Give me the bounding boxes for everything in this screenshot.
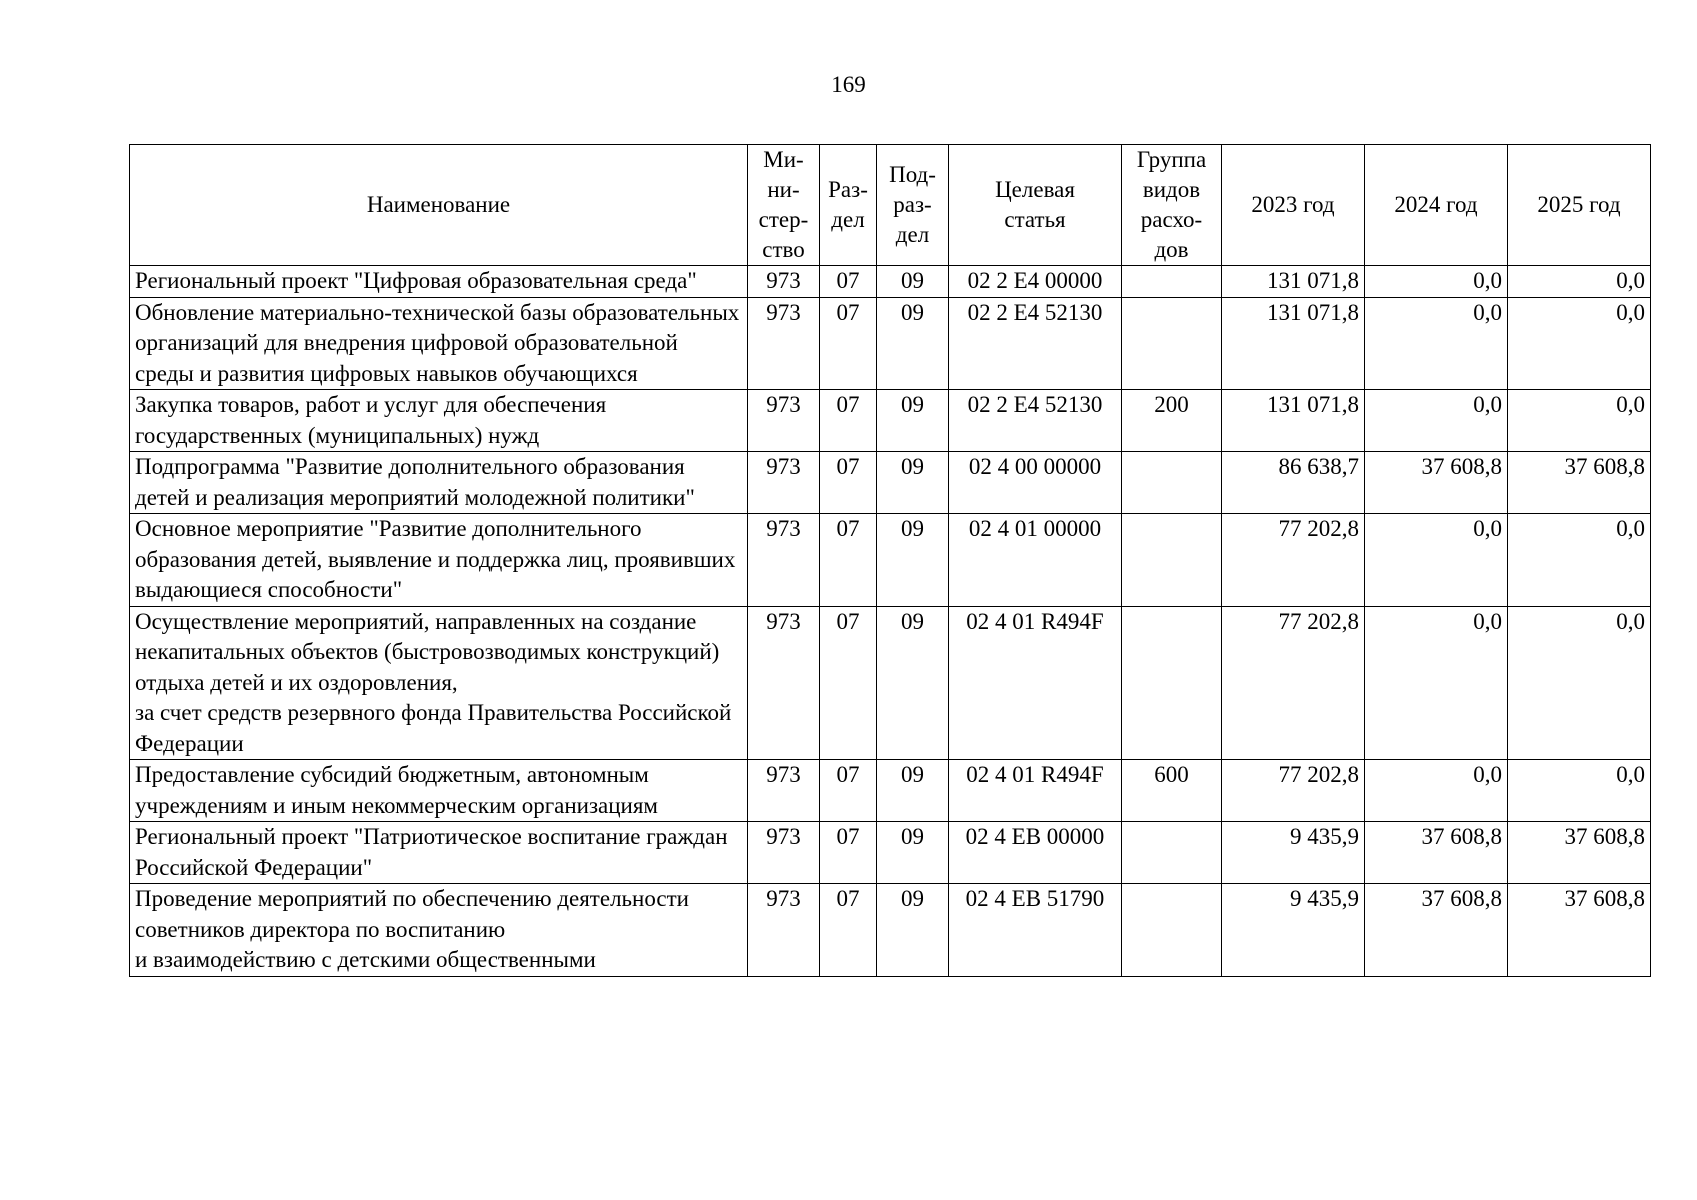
cell-target-article: 02 4 00 00000 (949, 452, 1122, 514)
cell-name: Закупка товаров, работ и услуг для обеспечения государственных (муниципальных) нужд (130, 390, 748, 452)
cell-ministry: 973 (748, 606, 820, 760)
cell-year-2023: 77 202,8 (1222, 514, 1365, 607)
cell-year-2025: 0,0 (1508, 390, 1651, 452)
cell-subsection: 09 (877, 514, 949, 607)
table-row (130, 390, 1651, 452)
header-target-article: Целевая статья (949, 145, 1122, 266)
cell-year-2023: 77 202,8 (1222, 606, 1365, 760)
cell-name: Осуществление мероприятий, направленных на создание некапитальных объектов (быстровозводимых конструкций) отдыха детей и их оздоровления, за счет средств резервного фонда Правительства Российской Федерации (130, 606, 748, 760)
cell-section: 07 (820, 390, 877, 452)
cell-section: 07 (820, 822, 877, 884)
cell-subsection: 09 (877, 297, 949, 390)
cell-year-2024: 37 608,8 (1365, 452, 1508, 514)
cell-name: Проведение мероприятий по обеспечению деятельности советников директора по воспитанию и взаимодействию с детскими общественными (130, 884, 748, 977)
cell-section: 07 (820, 760, 877, 822)
header-subsection: Под- раз- дел (877, 145, 949, 266)
cell-subsection: 09 (877, 760, 949, 822)
cell-year-2025: 0,0 (1508, 606, 1651, 760)
cell-section: 07 (820, 266, 877, 298)
cell-name: Обновление материально-технической базы образовательных организаций для внедрения цифровой образовательной среды и развития цифровых навыков обучающихся (130, 297, 748, 390)
cell-subsection: 09 (877, 606, 949, 760)
cell-year-2023: 131 071,8 (1222, 390, 1365, 452)
header-expense-group: Группа видов расхо- дов (1122, 145, 1222, 266)
table-header-row (130, 145, 1651, 266)
cell-target-article: 02 4 ЕВ 51790 (949, 884, 1122, 977)
cell-name: Предоставление субсидий бюджетным, автономным учреждениям и иным некоммерческим организациям (130, 760, 748, 822)
cell-year-2024: 37 608,8 (1365, 884, 1508, 977)
cell-target-article: 02 4 ЕВ 00000 (949, 822, 1122, 884)
table-row (130, 297, 1651, 390)
cell-ministry: 973 (748, 390, 820, 452)
cell-year-2024: 0,0 (1365, 514, 1508, 607)
cell-subsection: 09 (877, 822, 949, 884)
header-year-2023: 2023 год (1222, 145, 1365, 266)
cell-year-2024: 0,0 (1365, 390, 1508, 452)
table-row (130, 760, 1651, 822)
table-row (130, 884, 1651, 977)
cell-expense-group: 600 (1122, 760, 1222, 822)
cell-year-2025: 0,0 (1508, 297, 1651, 390)
header-year-2024: 2024 год (1365, 145, 1508, 266)
header-ministry: Ми- ни- стер- ство (748, 145, 820, 266)
cell-subsection: 09 (877, 452, 949, 514)
cell-expense-group (1122, 606, 1222, 760)
cell-target-article: 02 2 Е4 52130 (949, 297, 1122, 390)
table-row (130, 606, 1651, 760)
cell-year-2025: 37 608,8 (1508, 822, 1651, 884)
table-body (130, 266, 1651, 977)
cell-year-2024: 37 608,8 (1365, 822, 1508, 884)
cell-year-2023: 77 202,8 (1222, 760, 1365, 822)
table-row (130, 452, 1651, 514)
cell-target-article: 02 4 01 R494F (949, 606, 1122, 760)
table-row (130, 822, 1651, 884)
cell-target-article: 02 4 01 00000 (949, 514, 1122, 607)
cell-subsection: 09 (877, 266, 949, 298)
cell-expense-group (1122, 822, 1222, 884)
cell-name: Региональный проект "Цифровая образовательная среда" (130, 266, 748, 298)
cell-ministry: 973 (748, 514, 820, 607)
cell-expense-group (1122, 452, 1222, 514)
cell-year-2025: 0,0 (1508, 266, 1651, 298)
cell-year-2024: 0,0 (1365, 297, 1508, 390)
cell-ministry: 973 (748, 760, 820, 822)
cell-year-2025: 37 608,8 (1508, 452, 1651, 514)
cell-expense-group (1122, 884, 1222, 977)
cell-year-2024: 0,0 (1365, 760, 1508, 822)
cell-ministry: 973 (748, 822, 820, 884)
cell-year-2023: 131 071,8 (1222, 266, 1365, 298)
cell-section: 07 (820, 514, 877, 607)
cell-name: Подпрограмма "Развитие дополнительного образования детей и реализация мероприятий молодежной политики" (130, 452, 748, 514)
header-year-2025: 2025 год (1508, 145, 1651, 266)
cell-ministry: 973 (748, 297, 820, 390)
cell-year-2023: 131 071,8 (1222, 297, 1365, 390)
cell-ministry: 973 (748, 266, 820, 298)
header-name: Наименование (130, 145, 748, 266)
cell-year-2024: 0,0 (1365, 606, 1508, 760)
cell-name: Региональный проект "Патриотическое воспитание граждан Российской Федерации" (130, 822, 748, 884)
cell-target-article: 02 2 Е4 00000 (949, 266, 1122, 298)
budget-table (129, 144, 1651, 977)
cell-year-2024: 0,0 (1365, 266, 1508, 298)
cell-expense-group (1122, 297, 1222, 390)
cell-year-2025: 0,0 (1508, 514, 1651, 607)
cell-subsection: 09 (877, 390, 949, 452)
cell-section: 07 (820, 452, 877, 514)
page-number: 169 (831, 72, 866, 97)
cell-section: 07 (820, 884, 877, 977)
cell-target-article: 02 2 Е4 52130 (949, 390, 1122, 452)
table-row (130, 266, 1651, 298)
cell-ministry: 973 (748, 452, 820, 514)
cell-year-2025: 37 608,8 (1508, 884, 1651, 977)
cell-year-2025: 0,0 (1508, 760, 1651, 822)
cell-section: 07 (820, 297, 877, 390)
cell-expense-group (1122, 514, 1222, 607)
cell-expense-group (1122, 266, 1222, 298)
cell-ministry: 973 (748, 884, 820, 977)
cell-year-2023: 9 435,9 (1222, 884, 1365, 977)
header-section: Раз- дел (820, 145, 877, 266)
cell-section: 07 (820, 606, 877, 760)
cell-target-article: 02 4 01 R494F (949, 760, 1122, 822)
table-row (130, 514, 1651, 607)
cell-subsection: 09 (877, 884, 949, 977)
cell-year-2023: 86 638,7 (1222, 452, 1365, 514)
cell-name: Основное мероприятие "Развитие дополнительного образования детей, выявление и поддержка лиц, проявивших выдающиеся способности" (130, 514, 748, 607)
cell-year-2023: 9 435,9 (1222, 822, 1365, 884)
cell-expense-group: 200 (1122, 390, 1222, 452)
